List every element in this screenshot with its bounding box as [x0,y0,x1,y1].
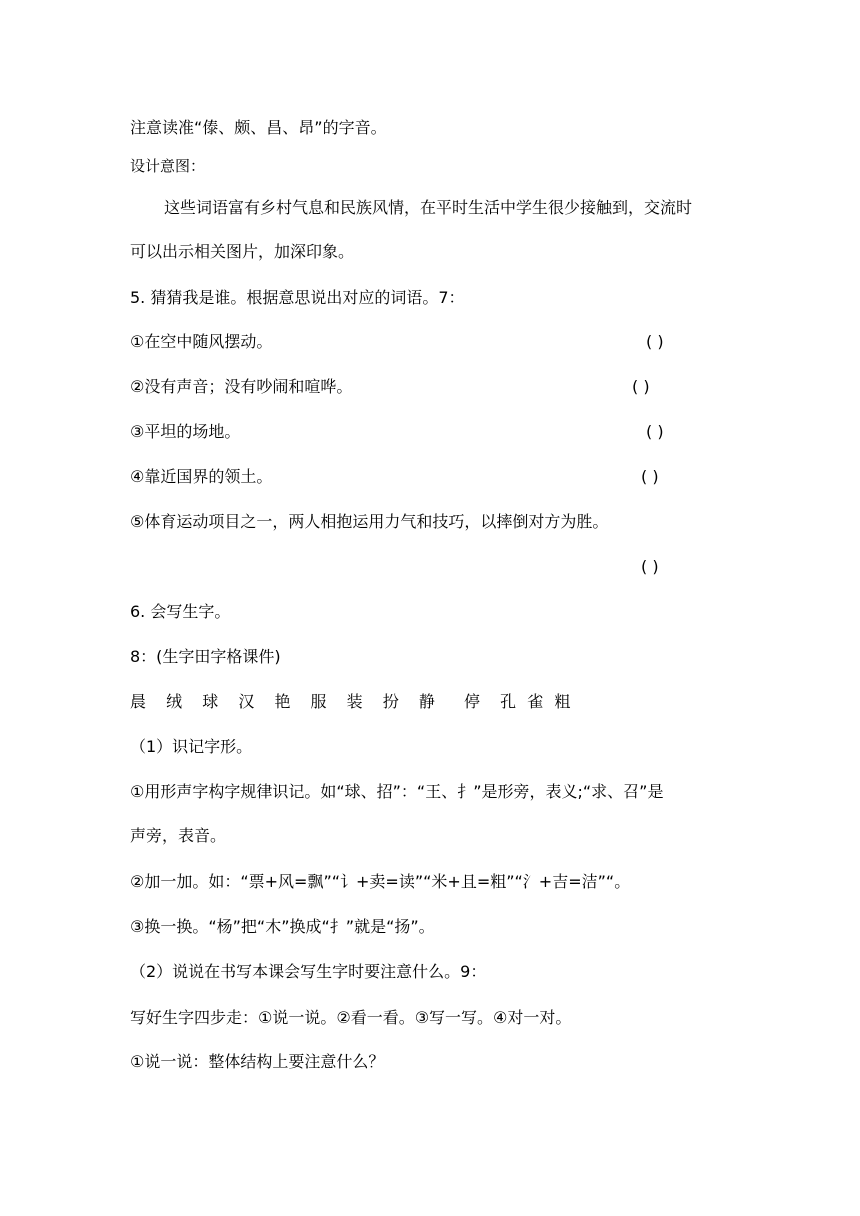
text-line: ②加一加。如：“票+风=飘”“讠+卖=读”“米+且=粗”“氵+吉=洁”“。 [130,872,631,891]
text-line: 写好生字四步走：①说一说。②看一看。③写一写。④对一对。 [130,1008,572,1027]
character: 粗 [554,692,571,711]
character: 服 [310,692,327,711]
character: 装 [346,692,363,711]
text-line: ①用形声字构字规律识记。如“球、招”：“王、扌”是形旁，表义;“求、召”是 [130,782,664,801]
text-line: 设计意图： [130,157,206,175]
answer-blank: ( ) [646,332,664,351]
character: 晨 [130,692,147,711]
text-line: ③换一换。“杨”把“木”换成“扌”就是“扬”。 [130,917,435,936]
character: 孔 [500,692,517,711]
text-line: 5. 猜猜我是谁。根据意思说出对应的词语。7： [130,288,465,307]
character: 扮 [382,692,399,711]
character: 绒 [166,692,183,711]
text-line: 6. 会写生字。 [130,602,231,621]
question-item: ③平坦的场地。 [130,422,241,441]
question-item: ②没有声音；没有吵闹和喧哗。 [130,377,353,396]
text-line: 可以出示相关图片，加深印象。 [130,242,355,261]
text-line: 8：(生字田字格课件) [130,647,281,666]
character: 雀 [527,692,544,711]
answer-blank: ( ) [646,422,664,441]
text-line: 注意读准“傣、颇、昌、昂”的字音。 [130,118,387,137]
answer-blank: ( ) [641,467,659,486]
character: 球 [202,692,219,711]
question-item: ④靠近国界的领土。 [130,467,273,486]
text-line: ①说一说：整体结构上要注意什么？ [130,1052,385,1071]
text-line: （2）说说在书写本课会写生字时要注意什么。9： [130,962,487,981]
character: 停 [463,692,480,711]
question-item: ⑤体育运动项目之一，两人相抱运用力气和技巧，以摔倒对方为胜。 [130,512,609,531]
question-item: ①在空中随风摆动。 [130,332,273,351]
text-line: 这些词语富有乡村气息和民族风情，在平时生活中学生很少接触到，交流时 [164,198,693,217]
character: 静 [418,692,435,711]
character-list [130,692,585,712]
text-line: （1）识记字形。 [130,737,253,756]
character: 汉 [238,692,255,711]
answer-blank: ( ) [632,377,650,396]
text-line: 声旁，表音。 [130,826,227,845]
character: 艳 [274,692,291,711]
answer-blank: ( ) [641,557,659,576]
